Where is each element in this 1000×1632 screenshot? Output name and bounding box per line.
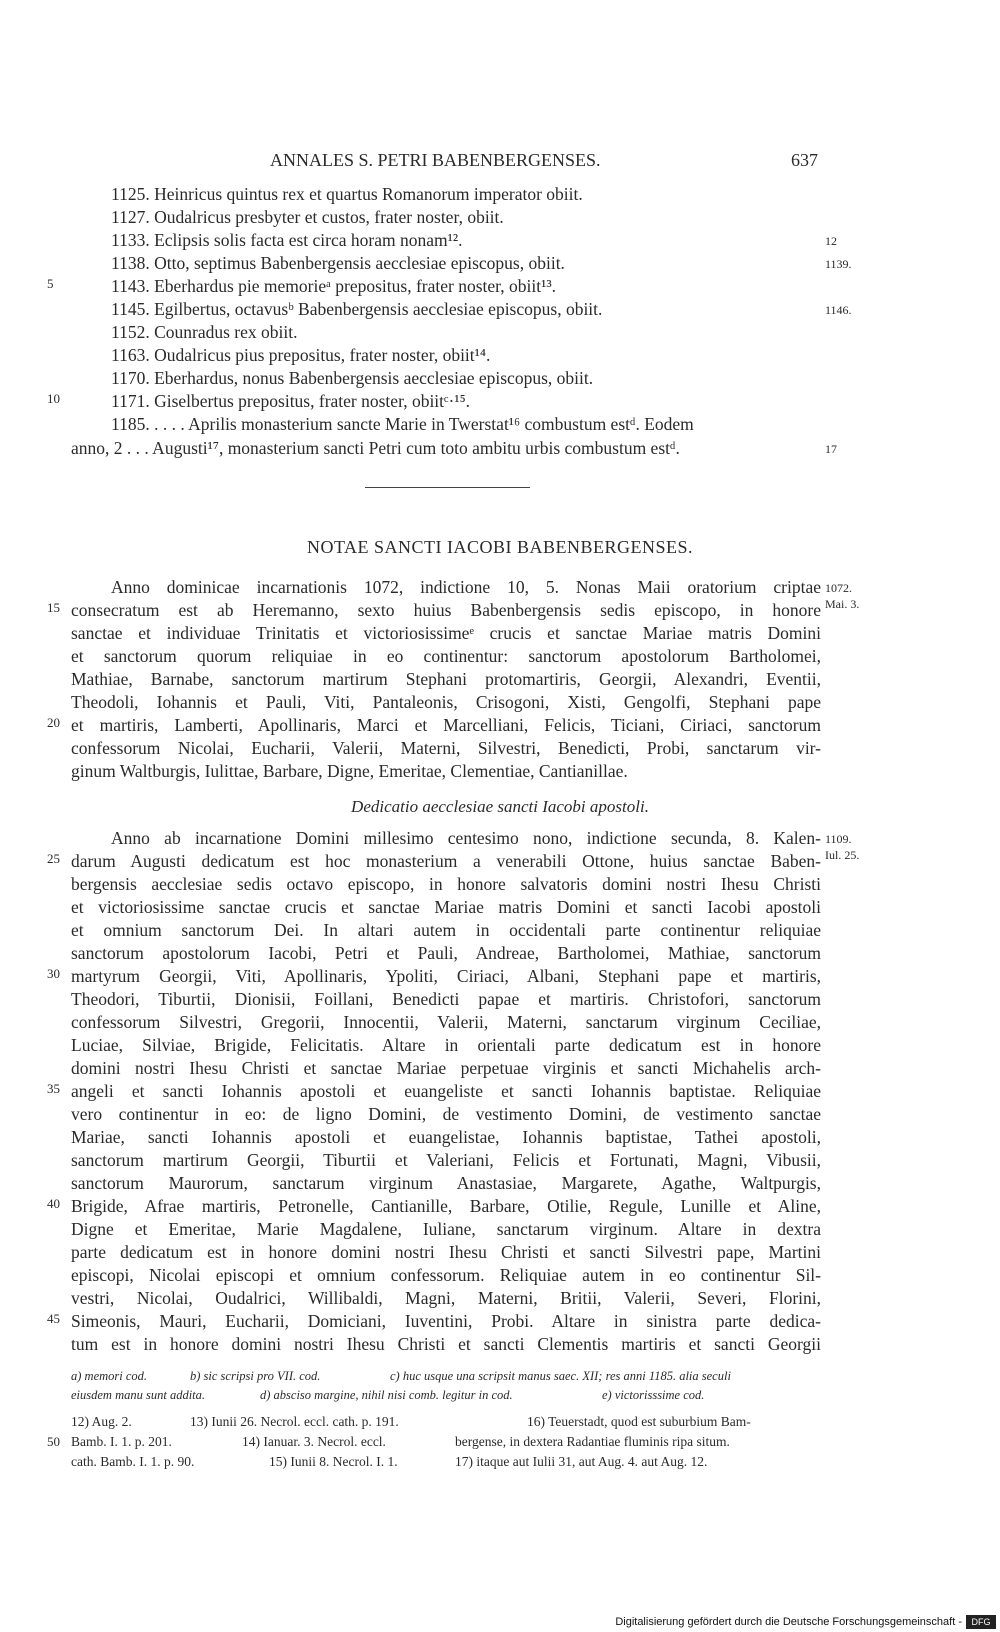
dedicatio-line: Anno ab incarnatione Domini millesimo centesimo nono, indictione secunda, 8. Kalen-	[111, 828, 821, 848]
annal-entry: 1185. . . . . Aprilis monasterium sancte Marie in Twerstat¹⁶ combustum estᵈ. Eodem	[111, 414, 694, 434]
dedicatio-line: et victoriosissime sanctae crucis et sanctae Mariae matris Domini et sancti Iacobi apostoli	[71, 897, 821, 917]
annal-entry: 1127. Oudalricus presbyter et custos, frater noster, obiit.	[111, 207, 504, 227]
annal-entry: 1170. Eberhardus, nonus Babenbergensis aecclesiae episcopus, obiit.	[111, 368, 594, 388]
notae-line: confessorum Nicolai, Eucharii, Valerii, Materni, Silvestri, Benedicti, Probi, sanctarum vir-	[71, 738, 821, 758]
running-title: ANNALES S. PETRI BABENBERGENSES.	[270, 150, 601, 170]
annal-entry: 1171. Giselbertus prepositus, frater noster, obiitᶜ·¹⁵.	[111, 391, 471, 411]
margin-note: 1146.	[825, 303, 852, 317]
notae-line: et sanctorum quorum reliquiae in eo continentur: sanctorum apostolorum Bartholomei,	[71, 646, 821, 666]
dedicatio-line: domini nostri Ihesu Christi et sanctae Mariae perpetuae virginis et sancti Michahelis arch-	[71, 1058, 821, 1078]
margin-note: 1139.	[825, 257, 852, 271]
annal-entry: 1152. Counradus rex obiit.	[111, 322, 298, 342]
line-number: 40	[47, 1196, 60, 1211]
dedicatio-line: sanctorum apostolorum Iacobi, Petri et Pauli, Andreae, Bartholomei, Mathiae, sanctorum	[71, 943, 821, 963]
margin-year: 1109.	[825, 832, 852, 846]
footnote-line: cath. Bamb. I. 1. p. 90.	[71, 1454, 195, 1469]
digitization-credit: Digitalisierung gefördert durch die Deutsche Forschungsgemeinschaft -	[615, 1616, 962, 1628]
dedicatio-line: vero continentur in eo: de ligno Domini, de vestimento Domini, de vestimento sanctae	[71, 1104, 821, 1124]
dedicatio-line: confessorum Silvestri, Gregorii, Innocentii, Valerii, Materni, sanctarum virginum Ceciliae,	[71, 1012, 821, 1032]
dedicatio-line: Digne et Emeritae, Marie Magdalene, Iuliane, sanctarum virginum. Altare in dextra	[71, 1219, 821, 1239]
page-number: 637	[791, 150, 818, 170]
dedicatio-line: parte dedicatum est in honore domini nostri Ihesu Christi et sancti Silvestri pape, Martini	[71, 1242, 821, 1262]
critical-note-a: a) memori cod.	[71, 1369, 148, 1383]
line-number: 50	[47, 1434, 60, 1449]
line-number: 25	[47, 851, 60, 866]
footnote-12: 12) Aug. 2.	[71, 1414, 132, 1429]
footnote-15: 15) Iunii 8. Necrol. I. 1.	[269, 1454, 398, 1469]
footnote-17: 17) itaque aut Iulii 31, aut Aug. 4. aut Aug. 12.	[455, 1454, 708, 1469]
annal-entry: 1143. Eberhardus pie memorieᵃ prepositus, frater noster, obiit¹³.	[111, 276, 556, 296]
dedicatio-line: Simeonis, Mauri, Eucharii, Domiciani, Iuventini, Probi. Altare in sinistra parte dedica-	[71, 1311, 821, 1331]
margin-note: 17	[825, 442, 837, 456]
critical-note-e: e) victorisssime cod.	[602, 1388, 705, 1402]
line-number: 35	[47, 1081, 60, 1096]
line-number: 30	[47, 966, 60, 981]
notae-line: ginum Waltburgis, Iulittae, Barbare, Digne, Emeritae, Clementiae, Cantianillae.	[71, 761, 628, 781]
notae-line: consecratum est ab Heremanno, sexto huius Babenbergensis sedis episcopo, in honore	[71, 600, 821, 620]
dedicatio-line: angeli et sancti Iohannis apostoli et euangeliste et sancti Iohannis baptistae. Reliquiae	[71, 1081, 821, 1101]
critical-note-d: d) absciso margine, nihil nisi comb. legitur in cod.	[260, 1388, 513, 1402]
margin-date: Iul. 25.	[825, 848, 860, 862]
line-number: 5	[47, 276, 54, 291]
notae-line: et martiris, Lamberti, Apollinaris, Marci et Marcelliani, Felicis, Ticiani, Ciriaci, sanctorum	[71, 715, 821, 735]
footnote-16: 16) Teuerstadt, quod est suburbium Bam-	[527, 1414, 751, 1429]
dedicatio-line: Luciae, Silviae, Brigide, Felicitatis. Altare in orientali parte dedicatum est in honore	[71, 1035, 821, 1055]
line-number: 20	[47, 715, 60, 730]
dedicatio-line: episcopi, Nicolai episcopi et omnium confessorum. Reliquiae autem in eo continentur Sil-	[71, 1265, 821, 1285]
notae-line: Theodoli, Iohannis et Pauli, Viti, Pantaleonis, Crisogoni, Xisti, Gengolfi, Stephani pape	[71, 692, 821, 712]
notae-title: NOTAE SANCTI IACOBI BABENBERGENSES.	[306, 537, 694, 557]
footnote-14: 14) Ianuar. 3. Necrol. eccl.	[242, 1434, 386, 1449]
footnote-16-continued: bergense, in dextera Radantiae fluminis ripa situm.	[455, 1434, 730, 1449]
annal-entry: 1125. Heinricus quintus rex et quartus Romanorum imperator obiit.	[111, 184, 583, 204]
dedicatio-line: vestri, Nicolai, Oudalrici, Willibaldi, Magni, Materni, Britii, Valerii, Severi, Florini,	[71, 1288, 821, 1308]
footnote-line: Bamb. I. 1. p. 201.	[71, 1434, 172, 1449]
annal-entry: anno, 2 . . . Augusti¹⁷, monasterium sancti Petri cum toto ambitu urbis combustum estᵈ.	[71, 438, 680, 458]
footnote-13: 13) Iunii 26. Necrol. eccl. cath. p. 191.	[190, 1414, 399, 1429]
dedicatio-line: darum Augusti dedicatum est hoc monasterium a venerabili Ottone, huius sanctae Baben-	[71, 851, 821, 871]
dedicatio-line: bergensis aecclesiae sedis octavo episcopo, in honore salvatoris domini nostri Ihesu Christi	[71, 874, 821, 894]
line-number: 10	[47, 391, 60, 406]
dedicatio-line: Brigide, Afrae martiris, Petronelle, Cantianille, Barbare, Otilie, Regule, Lunille et Aline,	[71, 1196, 821, 1216]
margin-note: 12	[825, 234, 837, 248]
line-number: 15	[47, 600, 60, 615]
dedicatio-line: sanctorum martirum Georgii, Tiburtii et Valeriani, Felicis et Fortunati, Magni, Vibusii,	[71, 1150, 821, 1170]
annal-entry: 1163. Oudalricus pius prepositus, frater noster, obiit¹⁴.	[111, 345, 491, 365]
notae-line: sanctae et individuae Trinitatis et victoriosissimeᵉ crucis et sanctae Mariae matris Domini	[71, 623, 821, 643]
dedicatio-line: Mariae, sancti Iohannis apostoli et euangelistae, Iohannis baptistae, Tathei apostoli,	[71, 1127, 821, 1147]
annal-entry: 1145. Egilbertus, octavusᵇ Babenbergensis aecclesiae episcopus, obiit.	[111, 299, 603, 319]
dedicatio-title: Dedicatio aecclesiae sancti Iacobi apostoli.	[351, 797, 649, 816]
margin-year: 1072.	[825, 581, 852, 595]
notae-line: Mathiae, Barnabe, sanctorum martirum Stephani protomartiris, Georgii, Alexandri, Eventii,	[71, 669, 821, 689]
dedicatio-line: Theodori, Tiburtii, Dionisii, Foillani, Benedicti papae et martiris. Christofori, sanctorum	[71, 989, 821, 1009]
line-number: 45	[47, 1311, 60, 1326]
critical-note-c: c) huc usque una scripsit manus saec. XII; res anni 1185. alia seculi	[390, 1369, 731, 1383]
dedicatio-line: martyrum Georgii, Viti, Apollinaris, Ypoliti, Ciriaci, Albani, Stephani pape et martiris,	[71, 966, 821, 986]
dedicatio-line: et omnium sanctorum Dei. In altari autem in occidentali parte continentur reliquiae	[71, 920, 821, 940]
margin-date: Mai. 3.	[825, 597, 860, 611]
critical-note-b: b) sic scripsi pro VII. cod.	[190, 1369, 321, 1383]
annal-entry: 1133. Eclipsis solis facta est circa horam nonam¹².	[111, 230, 463, 250]
notae-line: Anno dominicae incarnationis 1072, indictione 10, 5. Nonas Maii oratorium criptae	[111, 577, 821, 597]
dedicatio-line: sanctorum Maurorum, sanctarum virginum Anastasiae, Margarete, Agathe, Waltpurgis,	[71, 1173, 821, 1193]
section-separator	[365, 487, 530, 488]
annal-entry: 1138. Otto, septimus Babenbergensis aecclesiae episcopus, obiit.	[111, 253, 565, 273]
dfg-logo: DFG	[966, 1615, 996, 1629]
critical-note-c-continued: eiusdem manu sunt addita.	[71, 1388, 206, 1402]
dedicatio-line: tum est in honore domini nostri Ihesu Christi et sancti Clementis martiris et sancti Georgii	[71, 1334, 821, 1354]
